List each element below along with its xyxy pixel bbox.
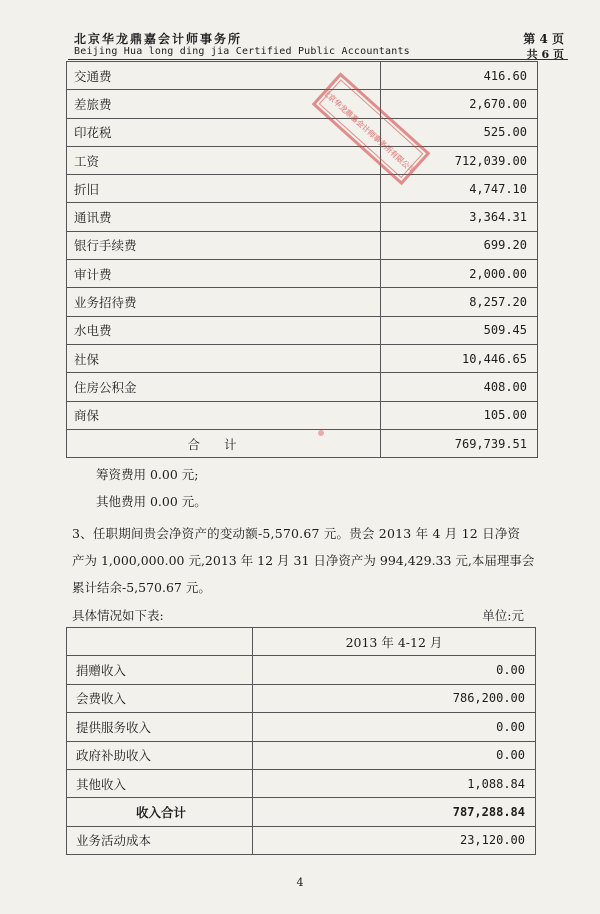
expense-amount: 10,446.65: [381, 344, 538, 372]
income-table: [66, 627, 536, 855]
expense-amount: 4,747.10: [381, 175, 538, 203]
expense-amount: 416.60: [381, 62, 538, 90]
income-amount: 0.00: [253, 656, 536, 684]
income-total-row: [67, 798, 536, 826]
expense-name: 银行手续费: [67, 231, 381, 259]
fundraising-expense-text: 筹资费用 0.00 元;: [96, 467, 199, 482]
table-row: [67, 175, 538, 203]
table-row: [67, 62, 538, 90]
expense-name: 住房公积金: [67, 373, 381, 401]
expense-name: 审计费: [67, 260, 381, 288]
expense-name: 水电费: [67, 316, 381, 344]
expense-name: 工资: [67, 146, 381, 174]
table-row: [67, 769, 536, 797]
ink-mark: [318, 430, 324, 436]
expense-name: 业务招待费: [67, 288, 381, 316]
table-row: [67, 684, 536, 712]
firm-name-cn: 北京华龙鼎嘉会计师事务所: [74, 32, 243, 46]
expense-name: 商保: [67, 401, 381, 429]
expense-amount: 8,257.20: [381, 288, 538, 316]
period-header: 2013 年 4-12 月: [253, 628, 536, 656]
unit-label: 单位:元: [482, 608, 524, 623]
income-total-label: 收入合计: [67, 798, 253, 826]
expense-name: 交通费: [67, 62, 381, 90]
income-total-amount: 787,288.84: [253, 798, 536, 826]
header-divider: [68, 59, 568, 60]
cost-name: 业务活动成本: [67, 826, 253, 854]
expense-total-amount: 769,739.51: [381, 429, 538, 457]
expense-amount: 712,039.00: [381, 146, 538, 174]
table-row: [67, 118, 538, 146]
table-row: [67, 90, 538, 118]
table-row: [67, 288, 538, 316]
income-amount: 1,088.84: [253, 769, 536, 797]
firm-name-en: Beijing Hua long ding jia Certified Public Accountants: [74, 46, 410, 57]
table-row: [67, 316, 538, 344]
cost-row: [67, 826, 536, 854]
net-asset-paragraph-line1: 3、任职期间贵会净资产的变动额-5,570.67 元。贵会 2013 年 4 月 12 日净资: [72, 526, 521, 541]
expense-amount: 3,364.31: [381, 203, 538, 231]
table-row: [67, 713, 536, 741]
income-header-row: [67, 628, 536, 656]
net-asset-paragraph-line2: 产为 1,000,000.00 元,2013 年 12 月 31 日净资产为 994,429.33 元,本届理事会: [72, 553, 535, 568]
expense-total-row: [67, 429, 538, 457]
page-label: 第 4 页: [523, 32, 564, 46]
expense-amount: 525.00: [381, 118, 538, 146]
income-header-blank: [67, 628, 253, 656]
income-amount: 786,200.00: [253, 684, 536, 712]
expense-name: 通讯费: [67, 203, 381, 231]
page-number: 4: [296, 876, 304, 889]
expense-amount: 2,670.00: [381, 90, 538, 118]
other-expense-text: 其他费用 0.00 元。: [96, 494, 207, 509]
income-name: 政府补助收入: [67, 741, 253, 769]
table-row: [67, 656, 536, 684]
income-name: 其他收入: [67, 769, 253, 797]
income-name: 提供服务收入: [67, 713, 253, 741]
table-row: [67, 741, 536, 769]
table-row: [67, 401, 538, 429]
table-row: [67, 146, 538, 174]
income-name: 会费收入: [67, 684, 253, 712]
expense-amount: 105.00: [381, 401, 538, 429]
net-asset-paragraph-line3: 累计结余-5,570.67 元。: [72, 580, 211, 595]
table-row: [67, 231, 538, 259]
expense-name: 社保: [67, 344, 381, 372]
income-name: 捐赠收入: [67, 656, 253, 684]
expense-name: 印花税: [67, 118, 381, 146]
table-row: [67, 344, 538, 372]
expense-name: 差旅费: [67, 90, 381, 118]
seal-text: 北京华龙鼎嘉会计师事务所有限公司: [320, 87, 417, 176]
total-pages-label: 共 6 页: [526, 48, 564, 61]
income-amount: 0.00: [253, 713, 536, 741]
expense-amount: 2,000.00: [381, 260, 538, 288]
table-row: [67, 373, 538, 401]
expense-amount: 509.45: [381, 316, 538, 344]
cost-amount: 23,120.00: [253, 826, 536, 854]
income-amount: 0.00: [253, 741, 536, 769]
expense-amount: 408.00: [381, 373, 538, 401]
expense-table: [66, 61, 538, 458]
expense-total-label: 合计: [67, 429, 381, 457]
table-row: [67, 260, 538, 288]
expense-name: 折旧: [67, 175, 381, 203]
expense-amount: 699.20: [381, 231, 538, 259]
table-row: [67, 203, 538, 231]
table-intro: 具体情况如下表:: [72, 608, 164, 623]
